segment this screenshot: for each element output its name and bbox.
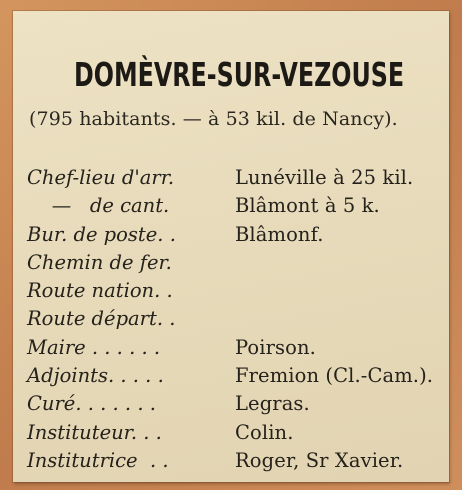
list-item	[27, 392, 447, 420]
row-label: Route nation. .	[27, 279, 173, 303]
list-item	[27, 223, 447, 251]
row-label: Route départ. .	[27, 307, 176, 331]
row-label: Chemin de fer.	[27, 250, 172, 274]
row-label: Bur. de poste. .	[27, 222, 176, 246]
row-value: Poirson.	[235, 335, 316, 359]
list-item	[27, 194, 447, 222]
row-label: Adjoints. . . . .	[27, 364, 164, 388]
population-subtitle: (795 habitants. — à 53 kil. de Nancy).	[29, 108, 398, 130]
row-label: — de cant.	[27, 194, 170, 218]
page-title: DOMÈVRE-SUR-VEZOUSE	[74, 55, 405, 94]
row-label: Chef-lieu d'arr.	[27, 166, 175, 189]
list-item	[27, 449, 447, 477]
list-item	[27, 307, 447, 335]
row-value: Fremion (Cl.-Cam.).	[235, 364, 434, 388]
info-list	[27, 166, 447, 477]
list-item	[27, 166, 447, 194]
row-label: Maire . . . . . .	[27, 335, 161, 359]
row-label: Curé. . . . . . .	[27, 392, 156, 416]
list-item	[27, 336, 447, 364]
row-label: Institutrice . .	[27, 448, 169, 472]
clipping-card	[13, 11, 449, 482]
row-value: Blâmonf.	[235, 222, 324, 246]
row-value: Blâmont à 5 k.	[235, 194, 380, 218]
row-value: Legras.	[235, 392, 310, 416]
row-label: Instituteur. . .	[27, 420, 162, 444]
row-value: Roger, Sr Xavier.	[235, 448, 404, 472]
list-item	[27, 279, 447, 307]
list-item	[27, 421, 447, 449]
list-item	[27, 251, 447, 279]
row-value: Lunéville à 25 kil.	[235, 166, 414, 189]
list-item	[27, 364, 447, 392]
row-value: Colin.	[235, 420, 294, 444]
